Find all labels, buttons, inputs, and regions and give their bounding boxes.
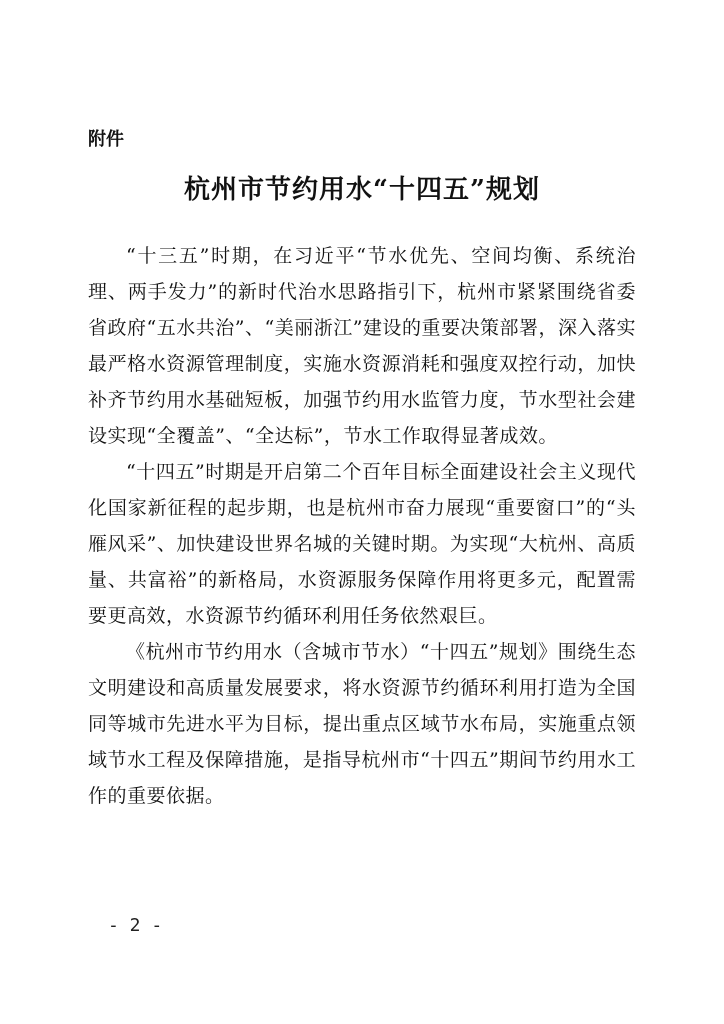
document-body [88, 238, 636, 814]
attachment-label: 附件 [88, 129, 124, 150]
paragraph-2: “十四五”时期是开启第二个百年目标全面建设社会主义现代化国家新征程的起步期，也是杭州市奋力展现“重要窗口”的“头雁风采”、加快建设世界名城的关键时期。为实现“大杭州、高质量、共富裕”的新格局，水资源服务保障作用将更多元，配置需要更高效，水资源节约循环利用任务依然艰巨。 [88, 461, 636, 627]
paragraph-3: 《杭州市节约用水（含城市节水）“十四五”规划》围绕生态文明建设和高质量发展要求，将水资源节约循环利用打造为全国同等城市先进水平为目标，提出重点区域节水布局，实施重点领域节水工程及保障措施，是指导杭州市“十四五”期间节约用水工作的重要依据。 [88, 641, 636, 807]
page-number: - 2 - [108, 915, 163, 936]
document-title: 杭州市节约用水“十四五”规划 [184, 175, 540, 205]
paragraph-1: “十三五”时期，在习近平“节水优先、空间均衡、系统治理、两手发力”的新时代治水思路指引下，杭州市紧紧围绕省委省政府“五水共治”、“美丽浙江”建设的重要决策部署，深入落实最严格水资源管理制度，实施水资源消耗和强度双控行动，加快补齐节约用水基础短板，加强节约用水监管力度，节水型社会建设实现“全覆盖”、“全达标”，节水工作取得显著成效。 [88, 245, 636, 447]
